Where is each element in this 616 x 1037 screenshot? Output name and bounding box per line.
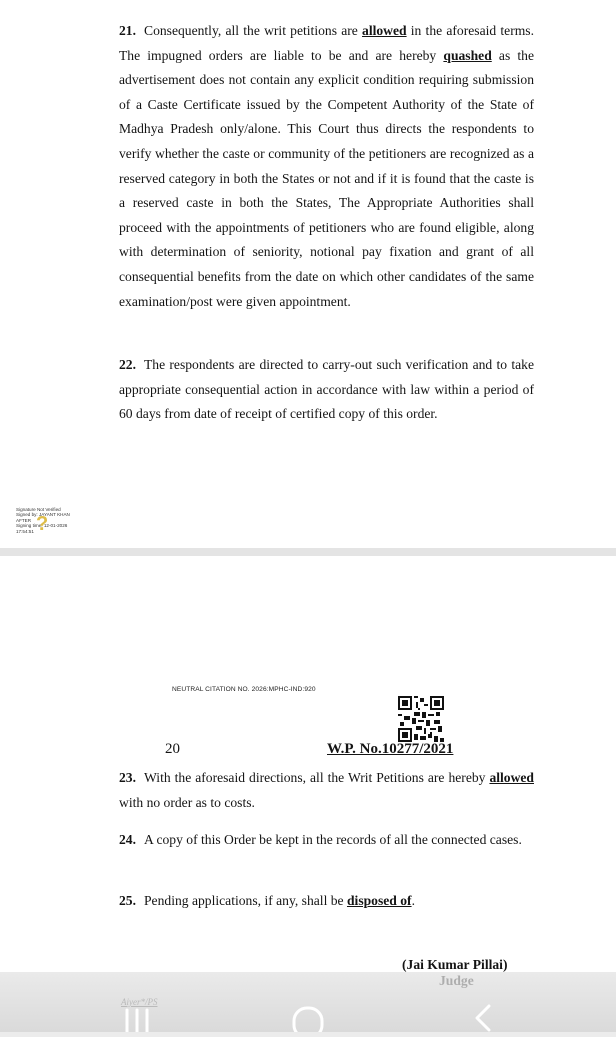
recent-apps-icon [108,998,168,1032]
judge-name: (Jai Kumar Pillai) [402,957,508,972]
signature-question-icon: ? [36,513,49,535]
paragraph-25 [119,889,534,914]
paragraph-23 [119,766,534,815]
paragraph-text: in the aforesaid terms. The impugned orders are liable to be and are hereby [119,23,534,63]
case-number: W.P. No.10277/2021 [327,741,454,757]
paragraph-22 [119,353,534,427]
emphasis-allowed: allowed [489,770,534,785]
paragraph-text: A copy of this Order be kept in the records of all the connected cases. [144,832,522,847]
paragraph-number: 23. [119,770,136,785]
emphasis-allowed: allowed [362,23,407,38]
paragraph-text: Consequently, all the writ petitions are [144,23,363,38]
digital-signature-block [16,507,86,534]
paragraph-24 [119,828,534,853]
signature-time: Signing time: 12-01-2026 [16,523,68,529]
signature-signer: Signed by: JAYANT KHAN [16,512,70,518]
back-button[interactable] [453,998,513,1032]
paragraph-text: With the aforesaid directions, all the Writ Petitions are hereby [144,770,490,785]
paragraph-number: 22. [119,357,136,372]
paragraph-number: 24. [119,832,136,847]
emphasis-disposed-of: disposed of [346,893,412,908]
paragraph-text: with no order as to costs. [119,794,255,810]
signature-signer-cont: AFTER [16,517,32,523]
signature-time-cont: 17:54:51 [16,528,34,534]
paragraph-text: The respondents are directed to carry-out such verification and to take appropriate consequential action in accordance with law within a period of 60 days from date of receipt of certified copy of this order. [119,357,534,422]
home-icon [278,998,338,1032]
paragraph-number: 25. [119,893,136,908]
page-number: 20 [165,741,180,757]
qr-code-icon [398,696,444,742]
paragraph-number: 21. [119,23,136,38]
paragraph-21 [119,19,534,314]
neutral-citation: NEUTRAL CITATION NO. 2026:MPHC-IND:920 [172,686,316,693]
home-button[interactable] [278,998,338,1032]
paragraph-text: Pending applications, if any, shall be [144,893,347,908]
recent-apps-button[interactable] [108,998,168,1032]
paragraph-text: as the advertisement does not contain any explicit condition requiring submission of a Caste Certificate issued by the Competent Authority of the State of Madhya Pradesh only/alone. This Court thus directs the respondents to verify whether the caste or community of the petitioners are recognized as a reserved category in both the States or not and if it is found that the caste is a reserved caste in both the States, The Appropriate Authorities shall proceed with the appointments of petitioners who are found eligible, along with determination of seniority, notional pay fixation and grant of all consequential benefits from the date on which other candidates of the same examination/post were given appointment. [119,47,534,309]
signature-status: Signature Not Verified [16,507,61,512]
page-separator [0,548,616,556]
emphasis-quashed: quashed [443,47,492,63]
paragraph-text: . [411,893,415,908]
back-icon [453,998,513,1032]
